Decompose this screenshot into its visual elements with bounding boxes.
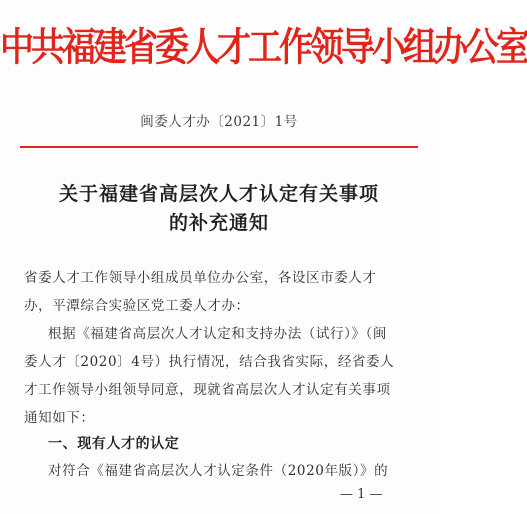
issuing-authority-masthead: 中共福建省委人才工作领导小组办公室 [0,24,527,71]
document-title-line-1: 关于福建省高层次人才认定有关事项 [58,183,379,205]
document-number: 闽委人才办〔2021〕1号 [140,114,298,130]
recipients-line-2: 办，平潭综合实验区党工委人才办： [24,298,250,314]
page-number: — 1 — [340,487,383,502]
paragraph-line-3: 才工作领导小组领导同意，现就省高层次人才认定有关事项 [24,382,391,398]
paragraph-2-line-1: 对符合《福建省高层次人才认定条件（2020年版）》的 [48,463,389,479]
section-1-heading: 一、现有人才的认定 [48,436,180,452]
paragraph-line-2: 委人才〔2020〕4号）执行情况，结合我省实际，经省委人 [24,354,395,370]
recipients-line-1: 省委人才工作领导小组成员单位办公室，各设区市委人才 [24,270,377,286]
paragraph-line-1: 根据《福建省高层次人才认定和支持办法（试行）》（闽 [48,326,387,342]
document-title-line-2: 的补充通知 [168,212,269,234]
red-separator-line [20,146,418,148]
paragraph-line-4: 通知如下： [24,410,95,426]
